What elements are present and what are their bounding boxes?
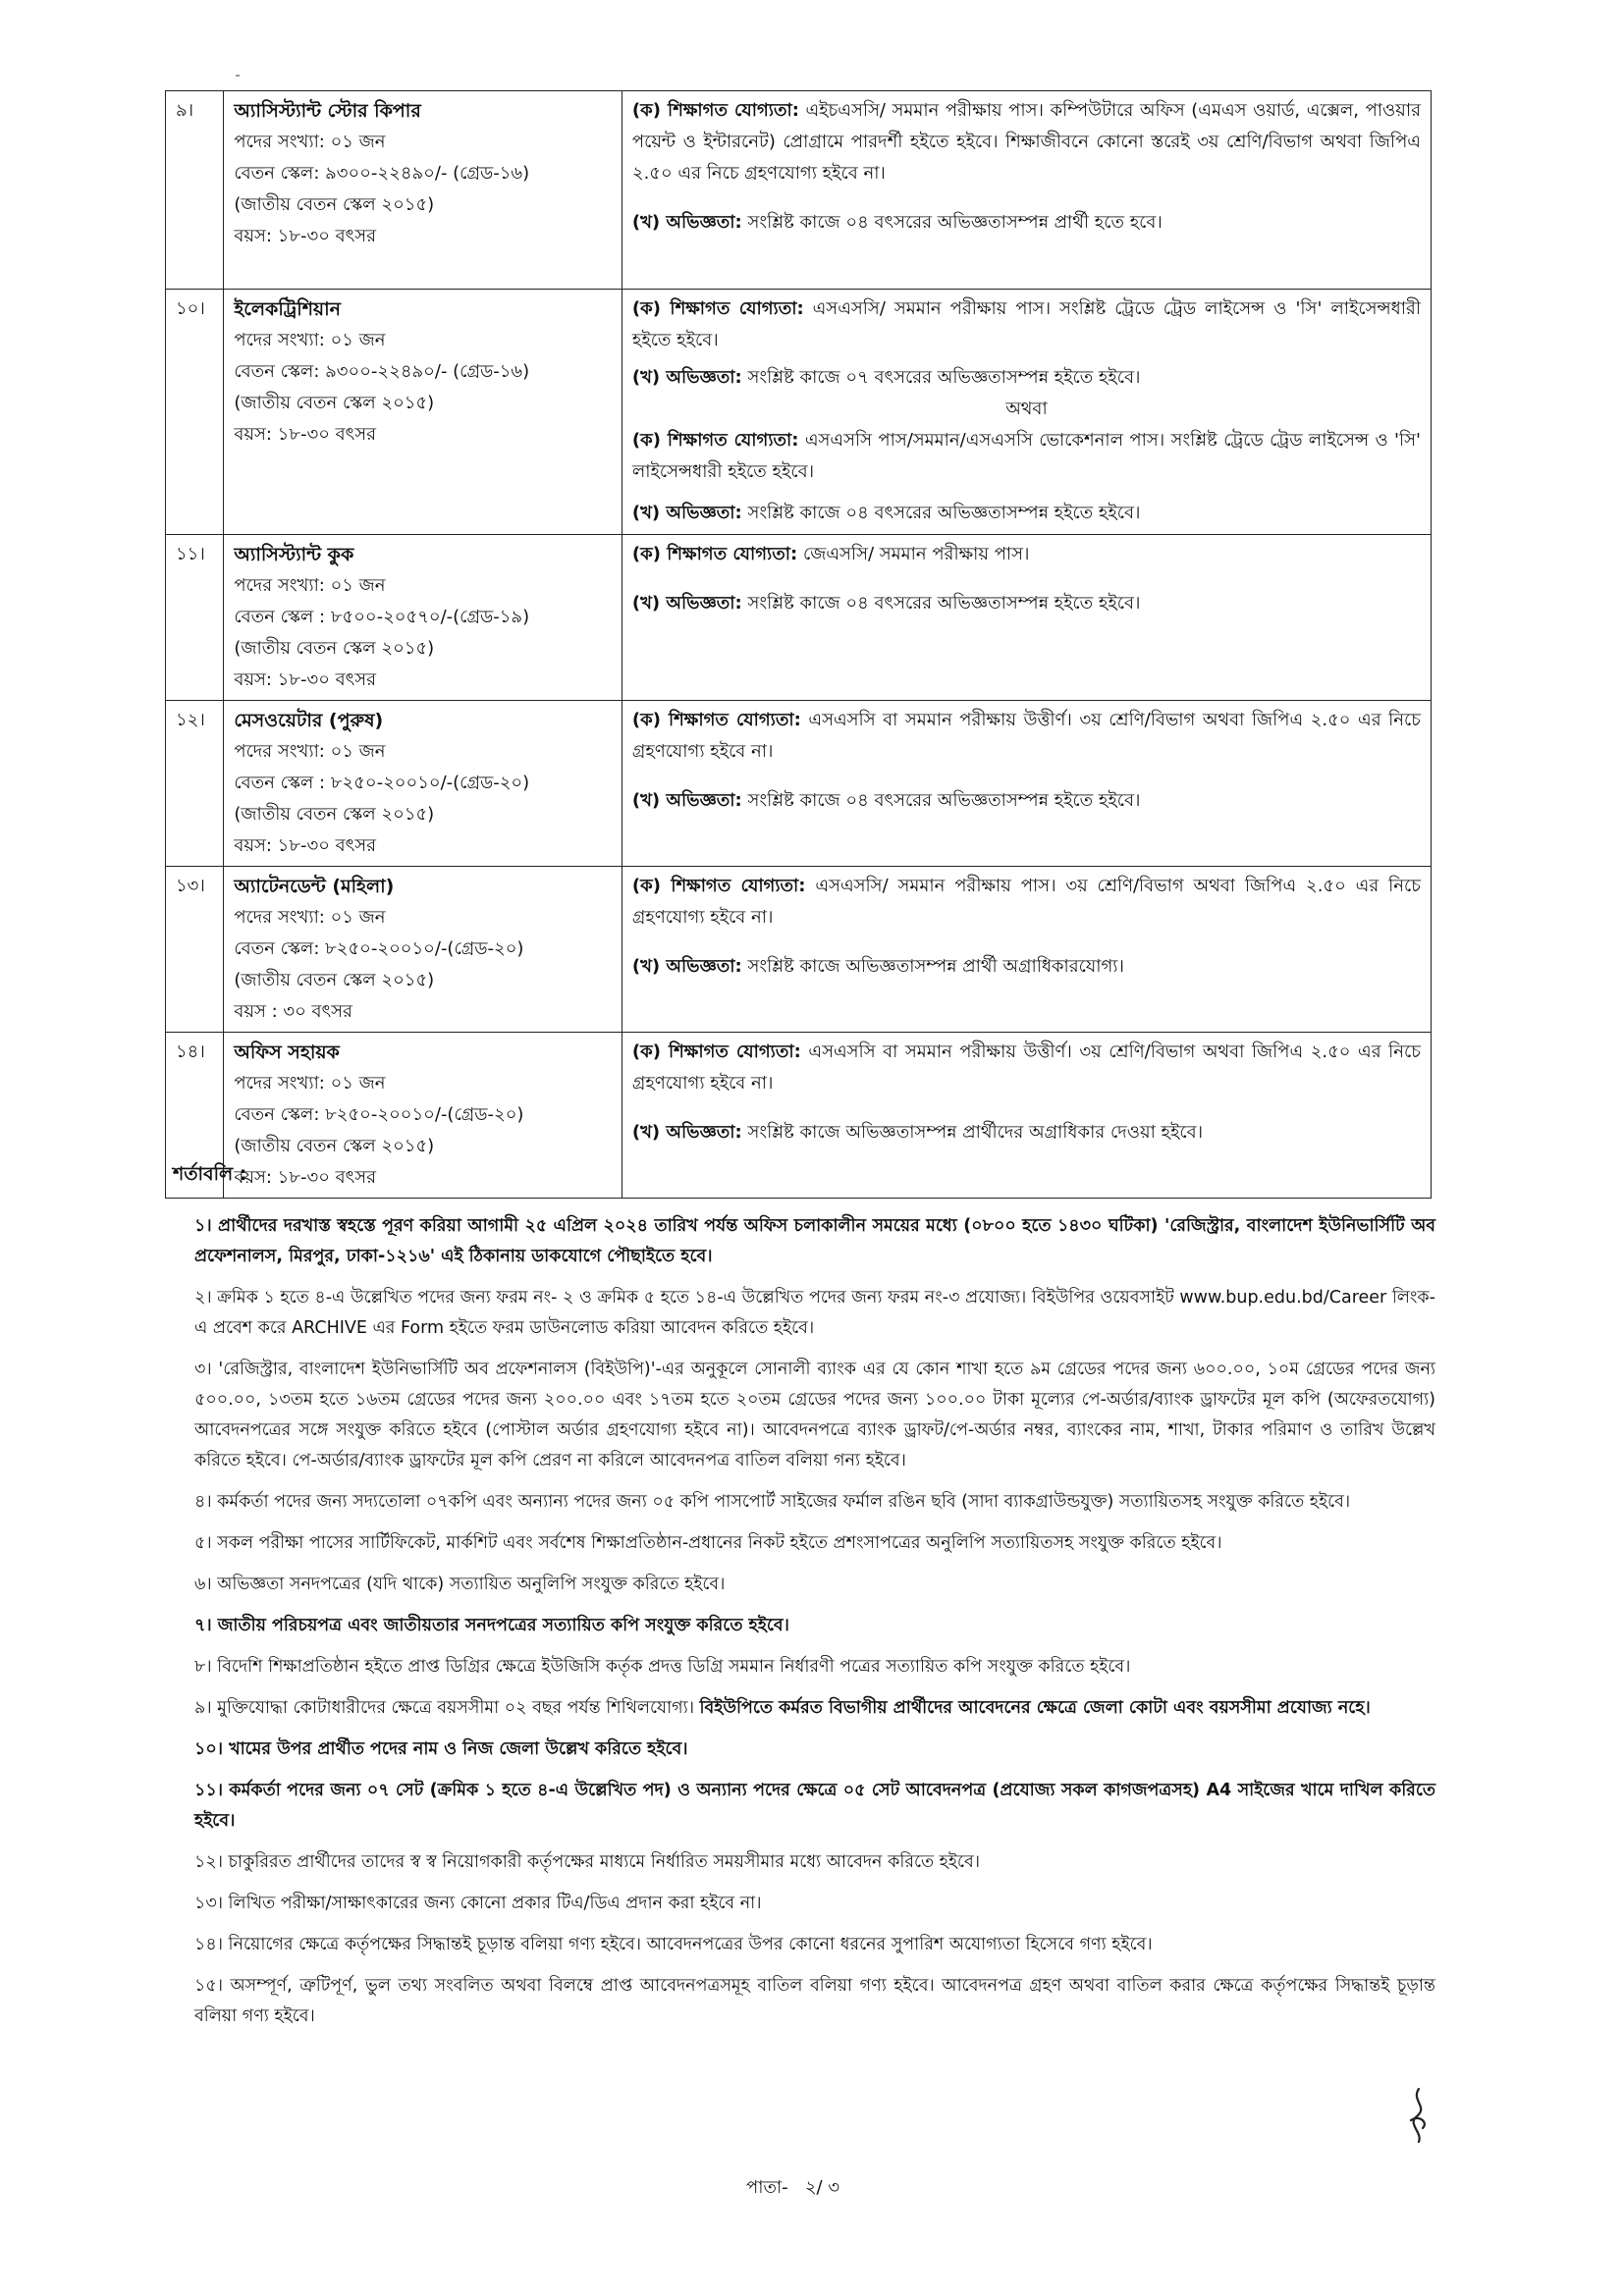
condition-item: ৬। অভিজ্ঞতা সনদপত্রের (যদি থাকে) সত্যায়িত অনুলিপি সংযুক্ত করিতে হইবে।	[194, 1575, 726, 1594]
serial-number: ৯।	[166, 91, 224, 290]
national-pay-scale: (জাতীয় বেতন স্কেল ২০১৫)	[234, 194, 435, 215]
experience-text: সংশ্লিষ্ট কাজে ০৪ বৎসরের অভিজ্ঞতাসম্পন্ন হইতে হইবে।	[747, 790, 1141, 811]
post-title: অফিস সহায়ক	[234, 1041, 340, 1063]
post-count: পদের সংখ্যা: ০১ জন	[234, 741, 386, 762]
education-label: (ক) শিক্ষাগত যোগ্যতা:	[631, 100, 799, 121]
national-pay-scale: (জাতীয় বেতন স্কেল ২০১৫)	[234, 393, 435, 413]
condition-item: ১৩। লিখিত পরীক্ষা/সাক্ষাৎকারের জন্য কোনো প্রকার টিএ/ডিএ প্রদান করা হইবে না।	[194, 1894, 762, 1913]
pay-scale: বেতন স্কেল: ৯৩০০-২২৪৯০/- (গ্রেড-১৬)	[234, 361, 530, 382]
requirements-cell	[622, 290, 1431, 535]
experience-requirement	[632, 588, 1421, 619]
experience-text: সংশ্লিষ্ট কাজে ০৪ বৎসরের অভিজ্ঞতাসম্পন্ন প্রার্থী হতে হবে।	[747, 212, 1163, 233]
education-requirement	[632, 95, 1421, 189]
signature-mark	[1389, 2081, 1448, 2150]
condition-item: ১০। খামের উপর প্রার্থীত পদের নাম ও নিজ জেলা উল্লেখ করিতে হইবে।	[194, 1739, 688, 1759]
serial-number: ১৪।	[166, 1033, 224, 1199]
education-label: (ক) শিক্ষাগত যোগ্যতা:	[631, 710, 801, 730]
condition-item: ৮। বিদেশি শিক্ষাপ্রতিষ্ঠান হইতে প্রাপ্ত ডিগ্রির ক্ষেত্রে ইউজিসি কর্তৃক প্রদত্ত ডিগ্রি সমমান নির্ধারণী পত্রের সত্যায়িত কপি সংযুক্ত করিতে হইবে।	[194, 1657, 1131, 1677]
post-title: অ্যাসিস্ট্যান্ট কুক	[234, 544, 354, 565]
education-requirement-alt	[632, 425, 1421, 488]
age-limit: বয়স : ৩০ বৎসর	[234, 1001, 352, 1022]
age-limit: বয়স: ১৮-৩০ বৎসর	[234, 226, 377, 246]
requirements-cell	[622, 535, 1431, 701]
condition-item: ১১। কর্মকর্তা পদের জন্য ০৭ সেট (ক্রমিক ১ হতে ৪-এ উল্লেখিত পদ) ও অন্যান্য পদের ক্ষেত্রে ০৫ সেট আবেদনপত্র (প্রযোজ্য সকল কাগজপত্রসহ) A4 সাইজের খামে দাখিল করিতে হইবে।	[194, 1781, 1435, 1831]
post-cell	[224, 701, 622, 867]
condition-item: ৭। জাতীয় পরিচয়পত্র এবং জাতীয়তার সনদপত্রের সত্যায়িত কপি সংযুক্ত করিতে হইবে।	[194, 1616, 789, 1635]
condition-item: ২। ক্রমিক ১ হতে ৪-এ উল্লেখিত পদের জন্য ফরম নং- ২ ও ক্রমিক ৫ হতে ১৪-এ উল্লেখিত পদের জন্য ফরম নং-৩ প্রযোজ্য। বিইউপির ওয়েবসাইট www.bup.edu.bd/Career লিংক-এ প্রবেশ করে ARCHIVE এর Form হইতে ফরম ডাউনলোড করিয়া আবেদন করিতে হইবে।	[194, 1288, 1435, 1338]
serial-number: ১৩।	[166, 867, 224, 1033]
national-pay-scale: (জাতীয় বেতন স্কেল ২০১৫)	[234, 970, 435, 990]
experience-requirement	[632, 951, 1421, 983]
table-row	[166, 867, 1432, 1033]
age-limit: বয়স: ১৮-৩০ বৎসর	[234, 669, 377, 690]
post-count: পদের সংখ্যা: ০১ জন	[234, 575, 386, 596]
experience-requirement	[632, 362, 1421, 394]
post-title: মেসওয়েটার (পুরুষ)	[234, 710, 384, 731]
post-cell	[224, 290, 622, 535]
experience-text: সংশ্লিষ্ট কাজে অভিজ্ঞতাসম্পন্ন প্রার্থীদের অগ্রাধিকার দেওয়া হইবে।	[747, 1122, 1204, 1143]
post-count: পদের সংখ্যা: ০১ জন	[234, 330, 386, 350]
condition-item	[194, 1693, 1435, 1724]
age-limit: বয়স: ১৮-৩০ বৎসর	[234, 424, 377, 445]
condition-item: ১২। চাকুরিরত প্রার্থীদের তাদের স্ব স্ব নিয়োগকারী কর্তৃপক্ষের মাধ্যমে নির্ধারিত সময়সীমার মধ্যে আবেদন করিতে হইবে।	[194, 1852, 980, 1872]
serial-number: ১১।	[166, 535, 224, 701]
education-requirement	[632, 1037, 1421, 1099]
condition-item: ৩। 'রেজিস্ট্রার, বাংলাদেশ ইউনিভার্সিটি অব প্রফেশনালস (বিইউপি)'-এর অনুকূলে সোনালী ব্যাংক এর যে কোন শাখা হতে ৯ম গ্রেডের পদের জন্য ৬০০.০০, ১০ম গ্রেডের পদের জন্য ৫০০.০০, ১৩তম হতে ১৬তম গ্রেডের পদের জন্য ২০০.০০ এবং ১৭তম হতে ২০তম গ্রেডের পদের জন্য ১০০.০০ টাকা মূল্যের পে-অর্ডার/ব্যাংক ড্রাফটের মূল কপি (অফেরতযোগ্য) আবেদনপত্রের সঙ্গে সংযুক্ত করিতে হইবে (পোস্টাল অর্ডার গ্রহণযোগ্য হইবে না)। আবেদনপত্রে ব্যাংক ড্রাফট/পে-অর্ডার নম্বর, ব্যাংকের নাম, শাখা, টাকার পরিমাণ ও তারিখ উল্লেখ করিতে হইবে। পে-অর্ডার/ব্যাংক ড্রাফটের মূল কপি প্রেরণ না করিলে আবেদনপত্র বাতিল বলিয়া গন্য হইবে।	[194, 1360, 1435, 1470]
experience-requirement-alt	[632, 498, 1421, 529]
post-count: পদের সংখ্যা: ০১ জন	[234, 1073, 386, 1094]
condition-item: ১। প্রার্থীদের দরখাস্ত স্বহস্তে পূরণ করিয়া আগামী ২৫ এপ্রিল ২০২৪ তারিখ পর্যন্ত অফিস চলাকালীন সময়ের মধ্যে (০৮০০ হতে ১৪৩০ ঘটিকা) 'রেজিস্ট্রার, বাংলাদেশ ইউনিভার্সিটি অব প্রফেশনালস, মিরপুর, ঢাকা-১২১৬' এই ঠিকানায় ডাকযোগে পৌছাইতে হবে।	[194, 1216, 1435, 1266]
pay-scale: বেতন স্কেল : ৮২৫০-২০০১০/-(গ্রেড-২০)	[234, 773, 530, 793]
experience-label: (খ) অভিজ্ঞতা:	[631, 1122, 742, 1143]
experience-label: (খ) অভিজ্ঞতা:	[631, 593, 742, 614]
education-requirement	[632, 871, 1421, 934]
experience-label: (খ) অভিজ্ঞতা:	[631, 956, 742, 977]
age-limit: বয়স: ১৮-৩০ বৎসর	[234, 835, 377, 856]
table-row	[166, 535, 1432, 701]
condition-item: ১৫। অসম্পূর্ণ, ত্রুটিপূর্ণ, ভুল তথ্য সংবলিত অথবা বিলম্বে প্রাপ্ত আবেদনপত্রসমূহ বাতিল বলিয়া গণ্য হইবে। আবেদনপত্র গ্রহণ অথবা বাতিল করার ক্ষেত্রে কর্তৃপক্ষের সিদ্ধান্তই চূড়ান্ত বলিয়া গণ্য হইবে।	[194, 1976, 1435, 2026]
post-cell	[224, 535, 622, 701]
education-text: এসএসসি/ সমমান পরীক্ষায় পাস। সংশ্লিষ্ট ট্রেডে ট্রেড লাইসেন্স ও 'সি' লাইসেন্সধারী হইতে হইবে।	[631, 298, 1421, 350]
post-cell	[224, 91, 622, 290]
education-text: এসএসসি বা সমমান পরীক্ষায় উত্তীর্ণ। ৩য় শ্রেণি/বিভাগ অথবা জিপিএ ২.৫০ এর নিচে গ্রহণযোগ্য হইবে না।	[631, 1041, 1421, 1094]
education-requirement	[632, 705, 1421, 768]
conditions-section	[165, 1160, 1435, 2043]
experience-requirement	[632, 785, 1421, 817]
page-number: ২/ ৩	[804, 2177, 840, 2198]
post-count: পদের সংখ্যা: ০১ জন	[234, 907, 386, 928]
experience-label: (খ) অভিজ্ঞতা:	[631, 367, 742, 388]
requirements-cell	[622, 91, 1431, 290]
national-pay-scale: (জাতীয় বেতন স্কেল ২০১৫)	[234, 1136, 435, 1156]
post-cell	[224, 867, 622, 1033]
experience-text: সংশ্লিষ্ট কাজে ০৭ বৎসরের অভিজ্ঞতাসম্পন্ন হইতে হইবে।	[747, 367, 1141, 388]
education-requirement	[632, 294, 1421, 356]
experience-text: সংশ্লিষ্ট কাজে অভিজ্ঞতাসম্পন্ন প্রার্থী অগ্রাধিকারযোগ্য।	[747, 956, 1124, 977]
experience-text: সংশ্লিষ্ট কাজে ০৪ বৎসরের অভিজ্ঞতাসম্পন্ন হইতে হইবে।	[747, 593, 1141, 614]
age-limit: বয়স: ১৮-৩০ বৎসর	[234, 1167, 377, 1188]
scan-speck	[236, 75, 240, 77]
education-text: জেএসসি/ সমমান পরীক্ষায় পাস।	[802, 544, 1030, 564]
experience-label: (খ) অভিজ্ঞতা:	[631, 503, 742, 523]
page-footer	[746, 2173, 839, 2204]
post-title: ইলেকট্রিশিয়ান	[234, 298, 341, 320]
experience-label: (খ) অভিজ্ঞতা:	[631, 790, 742, 811]
posts-table	[165, 90, 1432, 1199]
education-text: এইচএসসি/ সমমান পরীক্ষায় পাস। কম্পিউটারে অফিস (এমএস ওয়ার্ড, এক্সেল, পাওয়ার পয়েন্ট ও ইন্টারনেট) প্রোগ্রামে পারদর্শী হইতে হইবে। শিক্ষাজীবনে কোনো স্তরেই ৩য় শ্রেণি/বিভাগ অথবা জিপিএ ২.৫০ এর নিচে গ্রহণযোগ্য হইবে না।	[631, 100, 1421, 184]
education-label: (ক) শিক্ষাগত যোগ্যতা:	[631, 544, 798, 564]
experience-requirement	[632, 207, 1421, 239]
table-row	[166, 91, 1432, 290]
table-row	[166, 290, 1432, 535]
pay-scale: বেতন স্কেল : ৮৫০০-২০৫৭০/-(গ্রেড-১৯)	[234, 607, 530, 627]
post-title: অ্যাসিস্ট্যান্ট স্টোর কিপার	[234, 100, 421, 122]
experience-label: (খ) অভিজ্ঞতা:	[631, 212, 742, 233]
education-text: এসএসসি পাস/সমমান/এসএসসি ভোকেশনাল পাস। সংশ্লিষ্ট ট্রেডে ট্রেড লাইসেন্স ও 'সি' লাইসেন্সধারী হইতে হইবে।	[631, 430, 1421, 482]
education-label: (ক) শিক্ষাগত যোগ্যতা:	[631, 298, 804, 319]
post-count: পদের সংখ্যা: ০১ জন	[234, 132, 386, 152]
education-label: (ক) শিক্ষাগত যোগ্যতা:	[631, 1041, 801, 1062]
condition-text: ৯। মুক্তিযোদ্ধা কোটাধারীদের ক্ষেত্রে বয়সসীমা ০২ বছর পর্যন্ত শিথিলযোগ্য।	[194, 1698, 694, 1718]
national-pay-scale: (জাতীয় বেতন স্কেল ২০১৫)	[234, 804, 435, 825]
education-requirement	[632, 539, 1421, 570]
experience-requirement	[632, 1117, 1421, 1148]
requirements-cell	[622, 867, 1431, 1033]
experience-text: সংশ্লিষ্ট কাজে ০৪ বৎসরের অভিজ্ঞতাসম্পন্ন হইতে হইবে।	[747, 503, 1141, 523]
table-row	[166, 701, 1432, 867]
conditions-heading: শর্তাবলি :	[173, 1163, 247, 1185]
serial-number: ১২।	[166, 701, 224, 867]
or-separator: অথবা	[1005, 399, 1048, 419]
serial-number: ১০।	[166, 290, 224, 535]
pay-scale: বেতন স্কেল: ৮২৫০-২০০১০/-(গ্রেড-২০)	[234, 938, 524, 959]
requirements-cell	[622, 701, 1431, 867]
page-label: পাতা-	[746, 2177, 788, 2198]
education-text: এসএসসি বা সমমান পরীক্ষায় উত্তীর্ণ। ৩য় শ্রেণি/বিভাগ অথবা জিপিএ ২.৫০ এর নিচে গ্রহণযোগ্য হইবে না।	[631, 710, 1421, 762]
condition-item: ১৪। নিয়োগের ক্ষেত্রে কর্তৃপক্ষের সিদ্ধান্তই চূড়ান্ত বলিয়া গণ্য হইবে। আবেদনপত্রের উপর কোনো ধরনের সুপারিশ অযোগ্যতা হিসেবে গণ্য হইবে।	[194, 1935, 1153, 1954]
condition-item: ৪। কর্মকর্তা পদের জন্য সদ্যতোলা ০৭কপি এবং অন্যান্য পদের জন্য ০৫ কপি পাসপোর্ট সাইজের ফর্মাল রঙিন ছবি (সাদা ব্যাকগ্রাউন্ডযুক্ত) সত্যায়িতসহ সংযুক্ত করিতে হইবে।	[194, 1492, 1351, 1512]
education-label: (ক) শিক্ষাগত যোগ্যতা:	[631, 876, 806, 896]
pay-scale: বেতন স্কেল: ৯৩০০-২২৪৯০/- (গ্রেড-১৬)	[234, 163, 530, 184]
condition-bold-text: বিইউপিতে কর্মরত বিভাগীয় প্রার্থীদের আবেদনের ক্ষেত্রে জেলা কোটা এবং বয়সসীমা প্রযোজ্য নহে।	[699, 1698, 1371, 1718]
post-title: অ্যাটেনডেন্ট (মহিলা)	[234, 876, 395, 897]
condition-item: ৫। সকল পরীক্ষা পাসের সার্টিফিকেট, মার্কশিট এবং সর্বশেষ শিক্ষাপ্রতিষ্ঠান-প্রধানের নিকট হইতে প্রশংসাপত্রের অনুলিপি সত্যায়িতসহ সংযুক্ত করিতে হইবে।	[194, 1533, 1222, 1553]
education-label: (ক) শিক্ষাগত যোগ্যতা:	[631, 430, 799, 451]
national-pay-scale: (জাতীয় বেতন স্কেল ২০১৫)	[234, 638, 435, 659]
pay-scale: বেতন স্কেল: ৮২৫০-২০০১০/-(গ্রেড-২০)	[234, 1104, 524, 1125]
education-text: এসএসসি/ সমমান পরীক্ষায় পাস। ৩য় শ্রেণি/বিভাগ অথবা জিপিএ ২.৫০ এর নিচে গ্রহণযোগ্য হইবে না।	[631, 876, 1421, 928]
